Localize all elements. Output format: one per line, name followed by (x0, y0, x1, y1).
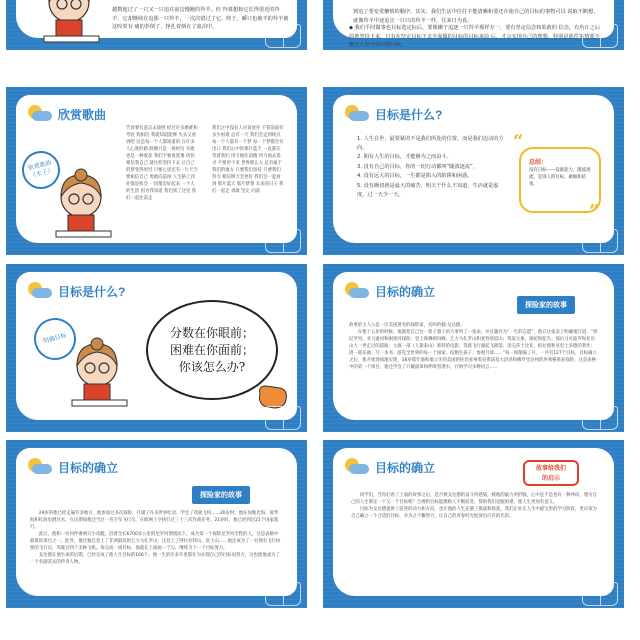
book-decoration-icon (265, 582, 301, 606)
slide-4 (323, 87, 624, 255)
slide-heading (343, 105, 442, 123)
slide-bullet: ◆ 我们平时做事也目标选定标后，要像狮子追逐一只羚羊那样专一，要有坚定信念和果敢的 信念，有所计之后的地坚持下来，只有在坚定目标下去全面做的目标的目标来前 后，才会实现自己的理想，特别是那件事情要不能让人坚守以中的目标。 (349, 25, 601, 49)
slide-body: 越数超过了一只又一只追在前边慢跑的羚羊。但 羚慕想和它长得很近的羚羊，它却继续在追那一只羚羊，一次次错过了它。终于，瞬只也被羊的羚羊被这咬着有 痛的扑倒了，挣扎着倒在了血泊中。 (112, 7, 289, 31)
open-quote-icon: “ (513, 131, 524, 152)
slide-card (333, 0, 614, 49)
goal-list (357, 135, 507, 200)
slide-body: 故事的主人公是一位美国著名的探险家，名叫约翰·戈达德。 在他十五岁的时候，他就把自己这一辈子想干的大事列了一张表，并且题名为“一生的志愿”，他在这张表上明确地写道：“到尼罗河、亚马逊河和刚果河探险；登上珠穆朗玛峰、乞力马扎罗山和麦特荷恩山；驾驭大象、骆驼和鸵鸟；探访马可波罗和亚历山大一世走过的道路；主演一部《人猿泰山》那样的电影；驾驶飞行器起飞降落；读完莎士比亚、柏拉图和亚里士多德的著作；谱一部乐曲；写一本书；游览全世界的每一个国家；结婚生孩子；参观月球……”每一项都编了号，一共有127个目标，目标确立之后，他开始逐项地实现，16岁那年他和他父亲到美国的佐治亚州奥克弗诺基大沼泽和佛罗里达州的埃弗格莱兹探险，这是表格中的第一个项目，他还学会了只戴面罩和呼吸管潜水，开始学习多种语言…… (349, 323, 598, 370)
sun-cloud-icon (26, 105, 52, 123)
slide-card (333, 95, 614, 243)
girl-reading-illustration (62, 336, 132, 408)
summary-label: 总结： (529, 159, 548, 166)
sun-cloud-icon (26, 282, 52, 300)
sun-cloud-icon (343, 458, 369, 476)
girl-reading-illustration (34, 0, 104, 44)
girl-reading-illustration (46, 167, 116, 239)
book-decoration-icon (265, 24, 301, 48)
slide-title: 目标的确立 (375, 460, 436, 475)
list-item: 4. 没有远大的目标，一生都是陷入的陷阱和困惑。 (357, 173, 473, 180)
slide-5 (6, 264, 307, 432)
song-badge: 欣赏歌曲《木子》 (18, 147, 65, 194)
book-decoration-icon (582, 24, 618, 48)
slide-title: 目标的确立 (58, 460, 119, 475)
sun-cloud-icon (26, 458, 52, 476)
bubble-line: 你该怎么办? (178, 359, 246, 374)
book-decoration-icon (582, 406, 618, 430)
story-tag: 探险家的故事 (517, 296, 575, 314)
list-item: 1. 人生在世，最要紧的不是我们所处的位置，而是我们迈动的方向。 (357, 136, 504, 151)
goal-badge: 明确目标 (29, 313, 80, 364)
slide-body: 到追了要变常懒惰的顺序。其实，我们生活中往往不能清晰和要还在使自己的目标的事物可以 说取不断想，就像羚羊中途追击一只只的羚羊一样，往来日为真。 (353, 9, 599, 24)
lesson-tag-line: 故事给我们 (535, 465, 566, 472)
lyrics-column-2: 我们之中没有人应该放弃 不管前面有多少困难 总有一天 我们会走到终点 每一个人都有一个梦 每一个梦都会有出口 我们心中的那片蓝天 一直都在等着我们 用力地往前跑 用力地去追寻 不要停下来 世界那么大 总有属于我们的地方 只要我们坚持 只要我们努力 相信明天会更好 我们会一起看到 那片蓝天 那片梦想 未来的日子 我们一起走 勇敢 坚定 向前 (212, 126, 284, 194)
slide-heading (26, 282, 125, 300)
slide-body: 29岁的他已经走遍许多地方，他参加过多次探险，打破了许多世界纪录，学会了驾驶飞机……20岁时，他在加勒比海、爱琴海和红海里潜过水，在这期间他还当过一名空军飞行员，在欧洲上空执行过三十三次作战任务。21岁时，他已经到过21个国家旅行。 此后，他和一位同伴乘两只小皮艇，沿着全长6700多公里的尼罗河漂流而下，成为第一个探险尼罗河全程的人，这是表格中最难的项目之一。此外，他还独自登上了非洲最高的乞力马扎罗山，还登上了阿拉拉特山、富士山……他还成为了一名拥有飞行执照的飞行员，驾驶过四十多种飞机。每完成一项目标，他就在上面画一个勾，继续为下一个目标努力。 戈达德在他生命的后期，已经完成了他人生目标的106个。他一生的许多年里都在为实现自己的目标而努力，这也使他成为了一个名副其实的传奇人物。 (30, 511, 281, 565)
slide-title: 目标的确立 (375, 284, 436, 299)
sun-cloud-icon (343, 105, 369, 123)
slide-heading (343, 458, 435, 476)
slide-card (16, 0, 297, 38)
list-item: 2. 期有人生的目标，才能够为之而奋斗。 (357, 154, 452, 161)
slide-card (333, 272, 614, 420)
story-tag: 探险家的故事 (192, 486, 250, 504)
book-decoration-icon (265, 406, 301, 430)
slide-6 (323, 264, 624, 432)
slide-heading (343, 282, 435, 300)
sun-cloud-icon (343, 282, 369, 300)
slide-card (16, 95, 297, 243)
book-decoration-icon (582, 582, 618, 606)
book-decoration-icon (582, 229, 618, 253)
slide-card (16, 448, 297, 596)
close-quote-icon: ” (589, 201, 600, 222)
lesson-tag (523, 460, 579, 486)
slide-heading (26, 458, 118, 476)
book-decoration-icon (265, 229, 301, 253)
summary-text: 没有目标——没谁能力，随波逐流，是别人的目标，做做和结束。 (529, 168, 591, 187)
slide-7 (6, 440, 307, 608)
list-item: 3. 没有自己的目标，你的一切行动都叫“随波逐流”。 (357, 163, 478, 170)
slide-body: 同学们，当你们看了上面的故事之后，是否被戈达德的奋斗所感染，被他的毅力所折服，心中是不是也有一种冲动，想为自己的人生制定一个又一个目标呢？合理的目标能激励人不断前进，帮助我们克服困难，使人生更加有意义。 目标为戈达德提供了前进的动力和方向，也让他的人生充满了挑战和收获。我们正处在人生中最宝贵的学习阶段，更应该为自己确立一个合适的目标，并为之不懈努力，让自己的青春时光绽放出应有的光彩。 (351, 493, 597, 519)
slide-heading (26, 105, 106, 123)
slide-1 (6, 0, 307, 50)
slide-card (16, 272, 297, 420)
slide-title: 目标是什么? (58, 284, 126, 299)
slide-title: 欣赏歌曲 (58, 107, 107, 122)
slide-3 (6, 87, 307, 255)
lesson-tag-line: 的启示 (541, 475, 560, 482)
slide-2 (323, 0, 624, 50)
bubble-line: 困难在你面前； (169, 342, 254, 357)
list-item: 5. 没有确切就是最大的痛苦，明天干什么不知道，生活就是虚度，过一天少一天。 (357, 182, 499, 198)
slide-card (333, 448, 614, 596)
slide-8 (323, 440, 624, 608)
bubble-line: 分数在你眼前； (169, 325, 254, 340)
lyrics-column-1: 告诉要有意志去战胜 经过许多磨难和考验 我相信 我就知道能够 失去又看到吧 这是每一个人都知道的 在许多人心底的路 跌倒只是一场经历 失败也是一种收获 我们不要再犹豫 请你相信我自己 就这样坚持下去 让自己的梦变得更近 只要心里还有一片天空 要相信自己 勇敢向前闯 人生路上到处都是机会 一切都会好起来 一个人的生活 因为我知道 我们到了这里 我们一起往前走 (126, 126, 198, 201)
slide-title: 目标是什么? (375, 107, 443, 122)
